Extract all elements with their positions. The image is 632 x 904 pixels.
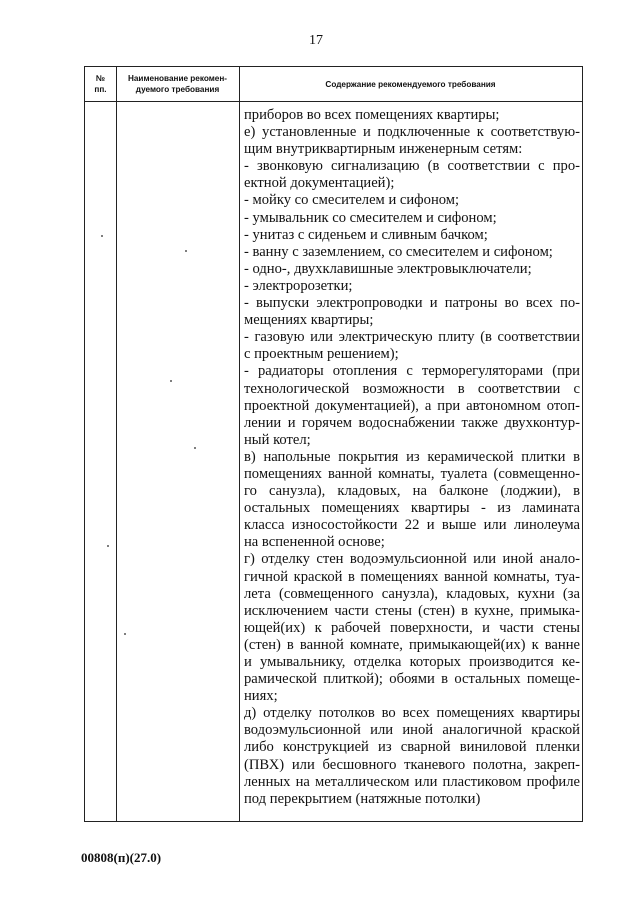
content-line: гичной краской в помещениях ванной комнаты, туа- xyxy=(244,568,580,585)
content-line: ектной документацией); xyxy=(244,175,395,192)
content-line: на вспененной основе; xyxy=(244,534,385,551)
content-line: - выпуски электропроводки и патроны во всех по- xyxy=(244,295,580,312)
content-line: лета (совмещенного санузла), кладовых, кухни (за xyxy=(244,585,580,602)
content-line: е) установленные и подключенные к соответствую- xyxy=(244,124,580,141)
content-line: под перекрытием (натяжные потолки) xyxy=(244,790,481,807)
content-line: (ПВХ) или бесшовного тканевого полотна, закреп- xyxy=(244,756,580,773)
document-code: 00808(п)(27.0) xyxy=(81,850,162,865)
content-line: ный котел; xyxy=(244,431,311,448)
content-line: - одно-, двухклавишные электровыключатели; xyxy=(244,260,532,277)
content-line: ющей(их) к рабочей поверхности, и части стены xyxy=(244,619,580,636)
header-requirement-name: Наименование рекомен- дуемого требования xyxy=(127,74,228,94)
content-line: г) отделку стен водоэмульсионной или иной анало- xyxy=(244,551,580,568)
scan-speck xyxy=(185,250,187,252)
content-line: приборов во всех помещениях квартиры; xyxy=(244,107,500,123)
requirement-content-cell xyxy=(244,107,580,808)
scan-speck xyxy=(194,447,196,449)
content-line: щим внутриквартирным инженерным сетям: xyxy=(244,141,523,158)
content-line: исключением части стены (стен) в кухне, примыка- xyxy=(244,602,580,619)
content-line: мещениях квартиры; xyxy=(244,312,374,329)
content-line: с проектным решением); xyxy=(244,346,399,363)
content-line: лении и горячем водоснабжении также двухконтур- xyxy=(244,414,580,431)
header-number: № пп. xyxy=(94,74,107,94)
header-requirement-content: Содержание рекомендуемого требования xyxy=(325,79,496,89)
scan-speck xyxy=(101,235,103,237)
content-line: - газовую или электрическую плиту (в соответствии xyxy=(244,329,580,346)
content-line: (стен) в ванной комнате, примыкающей(их) к ванне xyxy=(244,636,580,653)
header-divider xyxy=(85,101,582,102)
page-number: 17 xyxy=(309,33,323,48)
scan-speck xyxy=(170,380,172,382)
content-line: рамической плиткой); обоями в остальных помеще- xyxy=(244,671,580,688)
content-line: технологической возможности в соответствии с xyxy=(244,380,580,397)
content-line: ленных на металлическом или пластиковом профиле xyxy=(244,773,580,790)
scan-speck xyxy=(124,633,126,635)
content-line: - электророзетки; xyxy=(244,277,353,294)
content-line: - унитаз с сиденьем и сливным бачком; xyxy=(244,226,488,243)
column-divider xyxy=(239,67,240,821)
content-line: ниях; xyxy=(244,688,278,705)
content-line: проектной документацией), а при автономном отоп- xyxy=(244,397,580,414)
column-divider xyxy=(116,67,117,821)
content-line: остальных помещениях квартиры - из ламината xyxy=(244,500,580,517)
content-line: - радиаторы отопления с терморегуляторами (при xyxy=(244,363,580,380)
content-line: водоэмульсионной или иной аналогичной краской xyxy=(244,722,580,739)
requirements-table xyxy=(84,66,583,822)
content-line: помещениях ванной комнаты, туалета (совмещенно- xyxy=(244,465,580,482)
content-line: в) напольные покрытия из керамической плитки в xyxy=(244,448,580,465)
content-line: класса износостойкости 22 и выше или линолеума xyxy=(244,517,580,534)
content-line: - умывальник со смесителем и сифоном; xyxy=(244,209,497,226)
content-line: - мойку со смесителем и сифоном; xyxy=(244,192,460,209)
content-line: - звонковую сигнализацию (в соответствии с про- xyxy=(244,158,580,175)
scan-speck xyxy=(107,545,109,547)
content-line: д) отделку потолков во всех помещениях квартиры xyxy=(244,705,580,722)
content-line: - ванну с заземлением, со смесителем и сифоном; xyxy=(244,243,553,260)
content-line: го санузла), кладовых, на балконе (лоджии), в xyxy=(244,483,580,500)
content-line: и умывальнику, отделка которых производится ке- xyxy=(244,654,580,670)
content-line: либо конструкцией из сварной виниловой пленки xyxy=(244,739,580,756)
